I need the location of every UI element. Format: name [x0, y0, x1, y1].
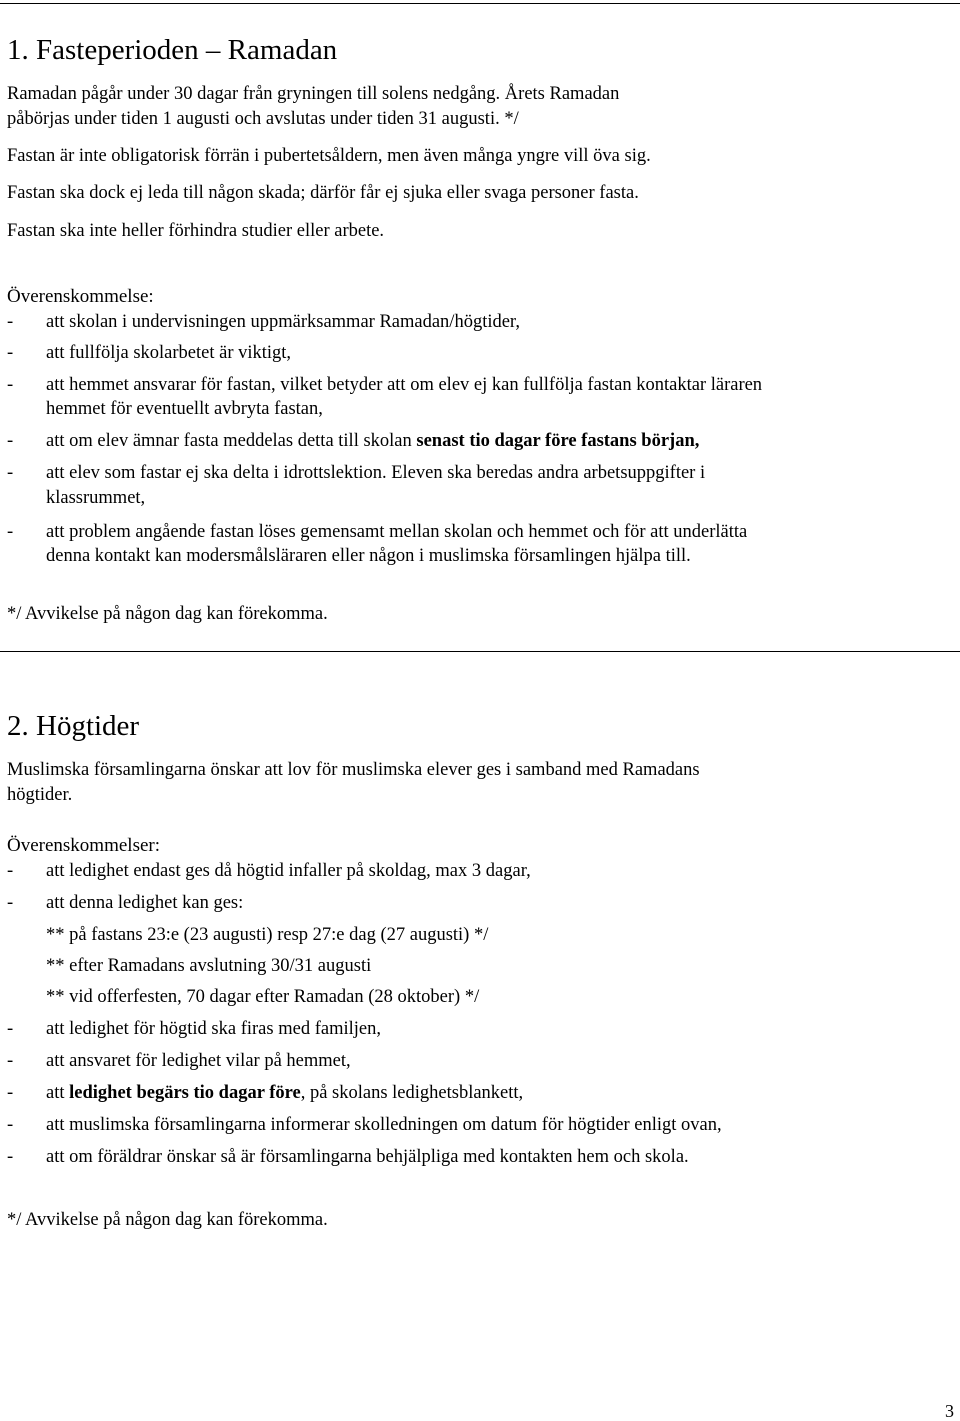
section1-line: Fastan ska dock ej leda till någon skada; därför får ej sjuka eller svaga personer fasta.	[7, 183, 639, 203]
sub-list-item: ** på fastans 23:e (23 augusti) resp 27:e dag (27 augusti) */	[46, 925, 489, 945]
section1-line: Fastan är inte obligatorisk förrän i pubertetsåldern, men även många yngre vill öva sig.	[7, 146, 651, 166]
list-dash: -	[7, 463, 14, 483]
list-item-text: , på skolans ledighetsblankett,	[300, 1083, 524, 1103]
list-dash: -	[7, 312, 14, 332]
list-item: att problem angående fastan löses gemensamt mellan skolan och hemmet och för att underlätta	[46, 522, 748, 542]
list-item: att muslimska församlingarna informerar skolledningen om datum för högtider enligt ovan,	[46, 1115, 722, 1135]
list-dash: -	[7, 1147, 14, 1167]
list-item: att elev som fastar ej ska delta i idrottslektion. Eleven ska beredas andra arbetsuppgifter i	[46, 463, 706, 483]
section2-footnote: */ Avvikelse på någon dag kan förekomma.	[7, 1210, 328, 1230]
list-dash: -	[7, 1083, 14, 1103]
list-item: att ledighet för högtid ska firas med familjen,	[46, 1019, 381, 1039]
section2-paragraph-line: högtider.	[7, 785, 73, 805]
sub-list-item: ** efter Ramadans avslutning 30/31 augusti	[46, 956, 372, 976]
list-item: att om föräldrar önskar så är församlingarna behjälpliga med kontakten hem och skola.	[46, 1147, 689, 1167]
sub-list-item: ** vid offerfesten, 70 dagar efter Ramadan (28 oktober) */	[46, 987, 480, 1007]
list-item	[46, 432, 699, 451]
list-item: att ledighet endast ges då högtid infaller på skoldag, max 3 dagar,	[46, 861, 531, 881]
list-item-emphasis: ledighet begärs tio dagar före	[69, 1083, 301, 1103]
list-dash: -	[7, 1051, 14, 1071]
section2-heading: 2. Högtider	[7, 710, 140, 742]
list-dash: -	[7, 343, 14, 363]
section1-paragraph-line: påbörjas under tiden 1 augusti och avslutas under tiden 31 augusti. */	[7, 109, 519, 129]
list-item	[46, 1084, 523, 1103]
list-item: att hemmet ansvarar för fastan, vilket betyder att om elev ej kan fullfölja fastan kontaktar läraren	[46, 375, 763, 395]
list-item: att denna ledighet kan ges:	[46, 893, 244, 913]
list-item-continuation: denna kontakt kan modersmålsläraren eller någon i muslimska församlingen hjälpa till.	[46, 546, 691, 566]
list-dash: -	[7, 893, 14, 913]
list-dash: -	[7, 1019, 14, 1039]
list-dash: -	[7, 522, 14, 542]
section1-paragraph-line: Ramadan pågår under 30 dagar från gryningen till solens nedgång. Årets Ramadan	[7, 84, 620, 104]
list-item: att fullfölja skolarbetet är viktigt,	[46, 343, 292, 363]
section1-line: Fastan ska inte heller förhindra studier eller arbete.	[7, 221, 385, 241]
section1-agreement-title: Överenskommelse:	[7, 286, 154, 307]
section-divider	[0, 651, 960, 652]
list-item: att ansvaret för ledighet vilar på hemmet,	[46, 1051, 351, 1071]
list-item-continuation: klassrummet,	[46, 488, 146, 508]
section1-heading: 1. Fasteperioden – Ramadan	[7, 34, 338, 66]
section2-paragraph-line: Muslimska församlingarna önskar att lov för muslimska elever ges i samband med Ramadans	[7, 760, 700, 780]
page-number: 3	[945, 1401, 954, 1421]
list-dash: -	[7, 861, 14, 881]
section1-footnote: */ Avvikelse på någon dag kan förekomma.	[7, 604, 328, 624]
list-item: att skolan i undervisningen uppmärksammar Ramadan/högtider,	[46, 312, 520, 332]
list-item-text: att om elev ämnar fasta meddelas detta till skolan	[46, 431, 417, 451]
section2-agreement-title: Överenskommelser:	[7, 835, 161, 856]
list-dash: -	[7, 431, 14, 451]
list-dash: -	[7, 375, 14, 395]
list-item-emphasis: senast tio dagar före fastans början,	[416, 431, 700, 451]
list-item-continuation: hemmet för eventuellt avbryta fastan,	[46, 399, 323, 419]
list-dash: -	[7, 1115, 14, 1135]
list-item-text: att	[46, 1083, 70, 1103]
top-rule	[0, 3, 960, 4]
